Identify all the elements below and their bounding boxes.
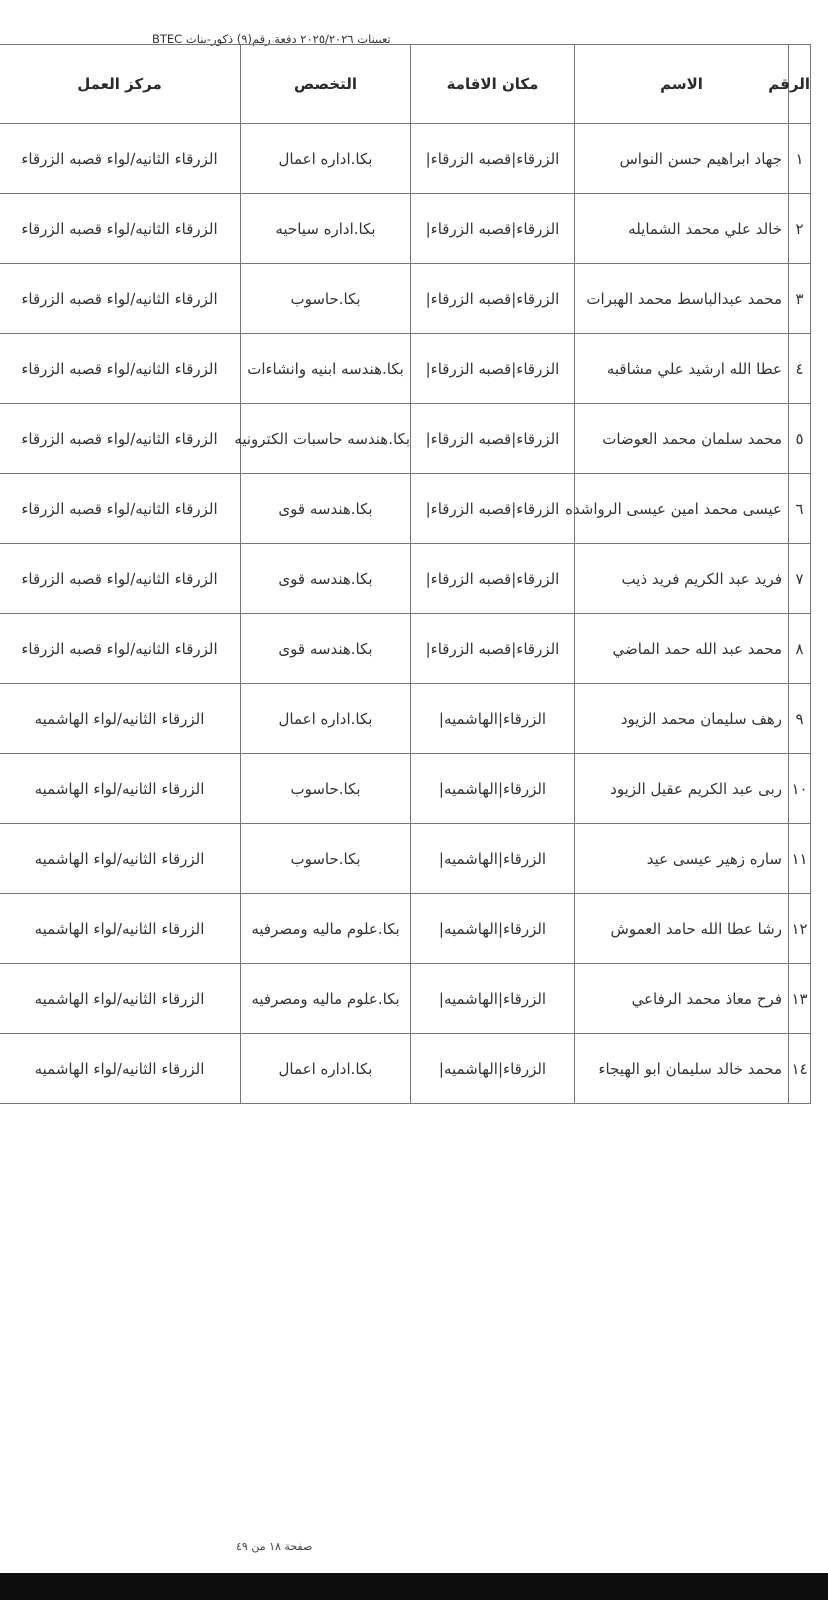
- row-number: ١: [789, 124, 811, 194]
- row-name: عيسى محمد امين عيسى الرواشده: [575, 474, 789, 544]
- page-number-footer: صفحة ١٨ من ٤٩: [236, 1540, 313, 1553]
- table-row: [0, 404, 811, 474]
- row-specialization: بكا.حاسوب: [241, 264, 411, 334]
- table-body: [0, 124, 811, 1104]
- table-row: [0, 334, 811, 404]
- row-specialization: بكا.هندسه قوى: [241, 474, 411, 544]
- row-name: ربى عبد الكريم عقيل الزيود: [575, 754, 789, 824]
- row-residence: الزرقاء|قصبه الزرقاء|: [411, 614, 575, 684]
- table-row: [0, 194, 811, 264]
- table-header-row: [0, 45, 811, 124]
- header-name: الاسم: [575, 45, 789, 124]
- document-title: تعيينات ٢٠٢٥/٢٠٢٦ دفعة رقم(٩) ذكور-بنات BTEC: [152, 32, 391, 46]
- row-workplace: الزرقاء الثانيه/لواء الهاشميه: [0, 824, 241, 894]
- table-row: [0, 544, 811, 614]
- table-row: [0, 264, 811, 334]
- table-row: [0, 124, 811, 194]
- table-row: [0, 824, 811, 894]
- row-residence: الزرقاء|قصبه الزرقاء|: [411, 404, 575, 474]
- row-workplace: الزرقاء الثانيه/لواء قصبه الزرقاء: [0, 334, 241, 404]
- header-number: الرقم: [789, 45, 811, 124]
- row-number: ٣: [789, 264, 811, 334]
- row-specialization: بكا.هندسه قوى: [241, 614, 411, 684]
- row-workplace: الزرقاء الثانيه/لواء الهاشميه: [0, 1034, 241, 1104]
- row-residence: الزرقاء|قصبه الزرقاء|: [411, 334, 575, 404]
- row-workplace: الزرقاء الثانيه/لواء قصبه الزرقاء: [0, 474, 241, 544]
- row-residence: الزرقاء|قصبه الزرقاء|: [411, 194, 575, 264]
- row-name: محمد عبدالباسط محمد الهبرات: [575, 264, 789, 334]
- row-residence: الزرقاء|الهاشميه|: [411, 894, 575, 964]
- row-workplace: الزرقاء الثانيه/لواء قصبه الزرقاء: [0, 264, 241, 334]
- row-number: ١٤: [789, 1034, 811, 1104]
- header-specialization: التخصص: [241, 45, 411, 124]
- row-number: ٧: [789, 544, 811, 614]
- row-workplace: الزرقاء الثانيه/لواء قصبه الزرقاء: [0, 124, 241, 194]
- row-name: محمد عبد الله حمد الماضي: [575, 614, 789, 684]
- row-specialization: بكا.اداره سياحيه: [241, 194, 411, 264]
- row-number: ٨: [789, 614, 811, 684]
- row-number: ٤: [789, 334, 811, 404]
- row-workplace: الزرقاء الثانيه/لواء الهاشميه: [0, 894, 241, 964]
- row-number: ١٣: [789, 964, 811, 1034]
- row-specialization: بكا.حاسوب: [241, 754, 411, 824]
- row-number: ٥: [789, 404, 811, 474]
- row-specialization: بكا.هندسه حاسبات الكترونيه: [241, 404, 411, 474]
- row-number: ١٢: [789, 894, 811, 964]
- table-row: [0, 1034, 811, 1104]
- row-specialization: بكا.اداره اعمال: [241, 124, 411, 194]
- row-specialization: بكا.علوم ماليه ومصرفيه: [241, 964, 411, 1034]
- row-name: محمد سلمان محمد العوضات: [575, 404, 789, 474]
- row-workplace: الزرقاء الثانيه/لواء قصبه الزرقاء: [0, 544, 241, 614]
- row-specialization: بكا.هندسه قوى: [241, 544, 411, 614]
- header-workplace: مركز العمل: [0, 45, 241, 124]
- row-residence: الزرقاء|قصبه الزرقاء|: [411, 124, 575, 194]
- table-row: [0, 894, 811, 964]
- row-residence: الزرقاء|قصبه الزرقاء|: [411, 544, 575, 614]
- row-residence: الزرقاء|قصبه الزرقاء|: [411, 264, 575, 334]
- row-workplace: الزرقاء الثانيه/لواء قصبه الزرقاء: [0, 194, 241, 264]
- row-residence: الزرقاء|الهاشميه|: [411, 1034, 575, 1104]
- row-number: ١٠: [789, 754, 811, 824]
- row-name: محمد خالد سليمان ابو الهيجاء: [575, 1034, 789, 1104]
- row-residence: الزرقاء|الهاشميه|: [411, 824, 575, 894]
- row-specialization: بكا.اداره اعمال: [241, 684, 411, 754]
- row-residence: الزرقاء|الهاشميه|: [411, 754, 575, 824]
- row-name: رهف سليمان محمد الزيود: [575, 684, 789, 754]
- row-number: ١١: [789, 824, 811, 894]
- table-row: [0, 754, 811, 824]
- row-residence: الزرقاء|الهاشميه|: [411, 684, 575, 754]
- row-workplace: الزرقاء الثانيه/لواء الهاشميه: [0, 754, 241, 824]
- scan-bottom-border: [0, 1573, 828, 1600]
- row-workplace: الزرقاء الثانيه/لواء قصبه الزرقاء: [0, 614, 241, 684]
- row-name: جهاد ابراهيم حسن النواس: [575, 124, 789, 194]
- table-row: [0, 614, 811, 684]
- row-specialization: بكا.حاسوب: [241, 824, 411, 894]
- row-name: خالد علي محمد الشمايله: [575, 194, 789, 264]
- table-row: [0, 474, 811, 544]
- row-number: ٩: [789, 684, 811, 754]
- row-name: فريد عبد الكريم فريد ذيب: [575, 544, 789, 614]
- row-number: ٢: [789, 194, 811, 264]
- row-residence: الزرقاء|الهاشميه|: [411, 964, 575, 1034]
- row-name: عطا الله ارشيد علي مشاقبه: [575, 334, 789, 404]
- row-name: فرح معاذ محمد الرفاعي: [575, 964, 789, 1034]
- row-name: ساره زهير عيسى عيد: [575, 824, 789, 894]
- row-workplace: الزرقاء الثانيه/لواء الهاشميه: [0, 964, 241, 1034]
- row-specialization: بكا.هندسه ابنيه وانشاءات: [241, 334, 411, 404]
- row-name: رشا عطا الله حامد العموش: [575, 894, 789, 964]
- row-residence: الزرقاء|قصبه الزرقاء|: [411, 474, 575, 544]
- table-row: [0, 684, 811, 754]
- row-workplace: الزرقاء الثانيه/لواء قصبه الزرقاء: [0, 404, 241, 474]
- table-row: [0, 964, 811, 1034]
- header-residence: مكان الاقامة: [411, 45, 575, 124]
- row-specialization: بكا.اداره اعمال: [241, 1034, 411, 1104]
- row-workplace: الزرقاء الثانيه/لواء الهاشميه: [0, 684, 241, 754]
- row-number: ٦: [789, 474, 811, 544]
- appointments-table: [0, 44, 811, 1104]
- row-specialization: بكا.علوم ماليه ومصرفيه: [241, 894, 411, 964]
